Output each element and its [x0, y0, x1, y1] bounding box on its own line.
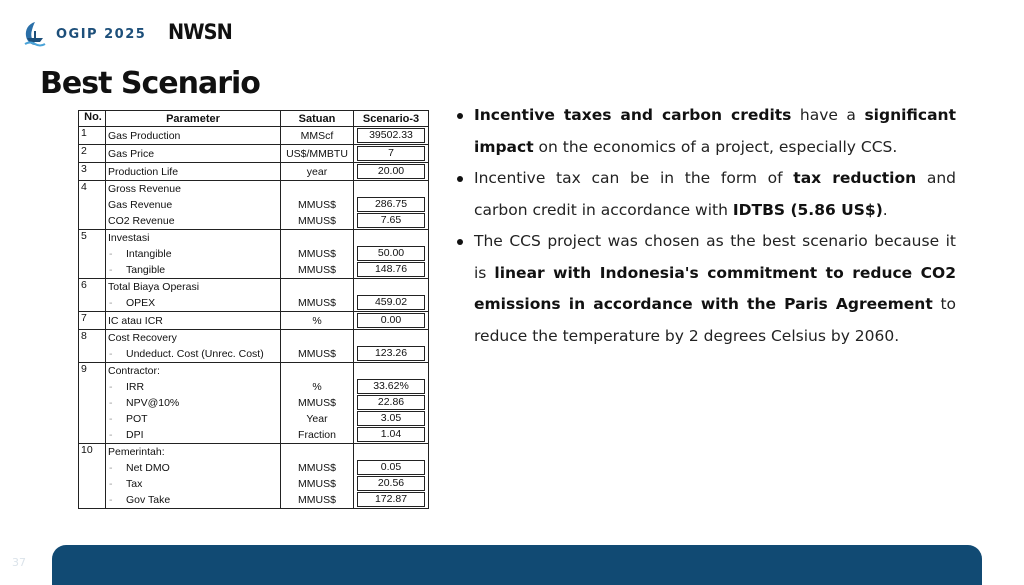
- parameter-label: - Tax: [106, 476, 280, 492]
- row-number: 2: [79, 145, 106, 163]
- unit-label: [281, 230, 353, 246]
- bullet-text: to reduce the temperature by 2 degrees Celsius by 2060.: [474, 295, 956, 345]
- unit-label: MMScf: [300, 129, 334, 142]
- scenario-value: 20.00: [357, 164, 425, 179]
- unit-label: MMUS$: [298, 348, 336, 360]
- nwsn-logo: NWSN: [168, 20, 232, 44]
- parameter-label: Gross Revenue: [108, 183, 181, 195]
- bullet-text-bold: IDTBS (5.86 US$): [732, 200, 883, 219]
- unit-label: Fraction: [298, 429, 336, 441]
- unit-label: MMUS$: [298, 264, 336, 276]
- table-row: [79, 145, 429, 163]
- table-row: [79, 230, 429, 279]
- header-parameter: Parameter: [106, 111, 281, 127]
- parameter-cell: [106, 127, 281, 145]
- scenario-value: 7.65: [357, 213, 425, 228]
- parameter-label: Total Biaya Operasi: [108, 281, 200, 293]
- bullet-text: on the economics of a project, especially CCS.: [533, 137, 898, 156]
- parameter-label: - POT: [106, 411, 280, 427]
- scenario-value: 50.00: [357, 246, 425, 261]
- bullet-item: [456, 163, 956, 226]
- unit-label: MMUS$: [298, 248, 336, 260]
- unit-cell: [281, 127, 354, 145]
- parameter-label: Gas Price: [108, 147, 155, 160]
- unit-label: MMUS$: [298, 199, 336, 211]
- page-number: 37: [12, 556, 26, 569]
- parameter-cell: [106, 279, 281, 312]
- scenario-value: 20.56: [357, 476, 425, 491]
- bullet-text: and carbon credit in accordance with: [474, 169, 956, 219]
- parameter-label: Contractor:: [108, 365, 160, 377]
- unit-cell: [281, 230, 354, 279]
- table-row: [79, 127, 429, 145]
- parameter-label: - Intangible: [106, 246, 280, 262]
- value-cell: [354, 444, 429, 509]
- unit-cell: [281, 444, 354, 509]
- scenario-value: 172.87: [357, 492, 425, 507]
- table-row: [79, 181, 429, 230]
- scenario-value: 0.00: [357, 313, 425, 328]
- row-number: 10: [79, 444, 106, 509]
- value-cell: [354, 145, 429, 163]
- parameter-label: Cost Recovery: [108, 332, 177, 344]
- row-number: 3: [79, 163, 106, 181]
- header-satuan: Satuan: [281, 111, 354, 127]
- row-number: 9: [79, 363, 106, 444]
- scenario-value: 459.02: [357, 295, 425, 310]
- footer-bar: [52, 545, 982, 585]
- unit-label: [281, 363, 353, 379]
- bullet-item: [456, 226, 956, 352]
- scenario-value: 0.05: [357, 460, 425, 475]
- parameter-cell: [106, 230, 281, 279]
- bullet-text: have a: [791, 106, 865, 124]
- bullet-text-bold: linear with Indonesia's commitment to reduce CO2 emissions in accordance with the Paris Agreement: [474, 263, 956, 313]
- table-row: [79, 444, 429, 509]
- scenario-value: [354, 444, 428, 459]
- unit-label: MMUS$: [298, 478, 336, 490]
- unit-label: [281, 279, 353, 295]
- table-row: [79, 279, 429, 312]
- parameter-label: Production Life: [108, 165, 179, 178]
- unit-label: US$/MMBTU: [286, 147, 348, 160]
- unit-label: Year: [306, 413, 328, 425]
- value-cell: [354, 363, 429, 444]
- bullet-item: [456, 100, 956, 163]
- unit-cell: [281, 279, 354, 312]
- parameter-cell: [106, 163, 281, 181]
- row-number: 4: [79, 181, 106, 230]
- scenario-value: 148.76: [357, 262, 425, 277]
- parameter-cell: [106, 181, 281, 230]
- scenario-value: [354, 330, 428, 345]
- parameter-label: - Gov Take: [106, 492, 280, 508]
- scenario-table: [78, 110, 429, 509]
- parameter-label: - OPEX: [106, 295, 280, 311]
- table-row: [79, 163, 429, 181]
- unit-label: [281, 330, 353, 346]
- bullet-text: The CCS project was chosen as the best scenario because it is: [474, 232, 956, 282]
- unit-cell: [281, 181, 354, 230]
- page-title: Best Scenario: [40, 66, 260, 101]
- unit-label: %: [312, 381, 322, 393]
- parameter-label: Gas Production: [108, 129, 181, 142]
- scenario-table-container: [78, 110, 429, 509]
- ogip-logo: [22, 20, 146, 48]
- bullet-text: Incentive tax can be in the form of: [474, 169, 794, 187]
- scenario-value: [354, 181, 428, 196]
- parameter-label: Investasi: [108, 232, 150, 244]
- value-cell: [354, 127, 429, 145]
- parameter-label: - IRR: [106, 379, 280, 395]
- ogip-logo-text: OGIP 2025: [56, 26, 147, 42]
- unit-label: %: [312, 314, 322, 327]
- row-number: 8: [79, 330, 106, 363]
- parameter-label: Pemerintah:: [108, 446, 165, 458]
- bullet-text: .: [882, 200, 888, 219]
- scenario-value: 22.86: [357, 395, 425, 410]
- parameter-cell: [106, 363, 281, 444]
- bullet-text-bold: Incentive taxes and carbon credits: [474, 106, 792, 124]
- parameter-cell: [106, 145, 281, 163]
- unit-label: [281, 444, 353, 460]
- parameter-label: CO2 Revenue: [108, 215, 175, 227]
- unit-label: MMUS$: [298, 397, 336, 409]
- scenario-value: 1.04: [357, 427, 425, 442]
- parameter-label: - DPI: [106, 427, 280, 443]
- scenario-value: 33.62%: [357, 379, 425, 394]
- unit-cell: [281, 312, 354, 330]
- row-number: 6: [79, 279, 106, 312]
- value-cell: [354, 163, 429, 181]
- unit-label: year: [306, 165, 328, 178]
- unit-label: [281, 181, 353, 197]
- scenario-value: 123.26: [357, 346, 425, 361]
- table-header-row: [79, 111, 429, 127]
- scenario-value: [354, 363, 428, 378]
- unit-cell: [281, 330, 354, 363]
- parameter-cell: [106, 444, 281, 509]
- value-cell: [354, 181, 429, 230]
- table-row: [79, 330, 429, 363]
- header-scenario: Scenario-3: [354, 111, 429, 127]
- table-row: [79, 363, 429, 444]
- unit-label: MMUS$: [298, 462, 336, 474]
- parameter-label: - NPV@10%: [106, 395, 280, 411]
- parameter-label: - Tangible: [106, 262, 280, 278]
- scenario-value: 7: [357, 146, 425, 161]
- parameter-cell: [106, 312, 281, 330]
- scenario-value: 39502.33: [357, 128, 425, 143]
- parameter-label: Gas Revenue: [108, 199, 173, 211]
- scenario-value: 286.75: [357, 197, 425, 212]
- unit-label: MMUS$: [298, 494, 336, 506]
- header-no: No.: [79, 111, 106, 127]
- parameter-label: - Net DMO: [106, 460, 280, 476]
- value-cell: [354, 330, 429, 363]
- parameter-label: IC atau ICR: [108, 314, 163, 327]
- table-row: [79, 312, 429, 330]
- table-body: [79, 127, 429, 509]
- bullet-text-bold: tax reduction: [793, 169, 917, 187]
- parameter-cell: [106, 330, 281, 363]
- unit-label: MMUS$: [298, 215, 336, 227]
- row-number: 7: [79, 312, 106, 330]
- value-cell: [354, 312, 429, 330]
- unit-cell: [281, 145, 354, 163]
- row-number: 5: [79, 230, 106, 279]
- parameter-label: - Undeduct. Cost (Unrec. Cost): [106, 346, 280, 362]
- value-cell: [354, 279, 429, 312]
- value-cell: [354, 230, 429, 279]
- row-number: 1: [79, 127, 106, 145]
- key-points-list: [456, 100, 956, 352]
- scenario-value: [354, 230, 428, 245]
- scenario-value: 3.05: [357, 411, 425, 426]
- scenario-value: [354, 279, 428, 294]
- unit-cell: [281, 363, 354, 444]
- ship-globe-icon: [22, 20, 48, 48]
- unit-cell: [281, 163, 354, 181]
- unit-label: MMUS$: [298, 297, 336, 309]
- bullet-text-bold: significant impact: [474, 106, 956, 156]
